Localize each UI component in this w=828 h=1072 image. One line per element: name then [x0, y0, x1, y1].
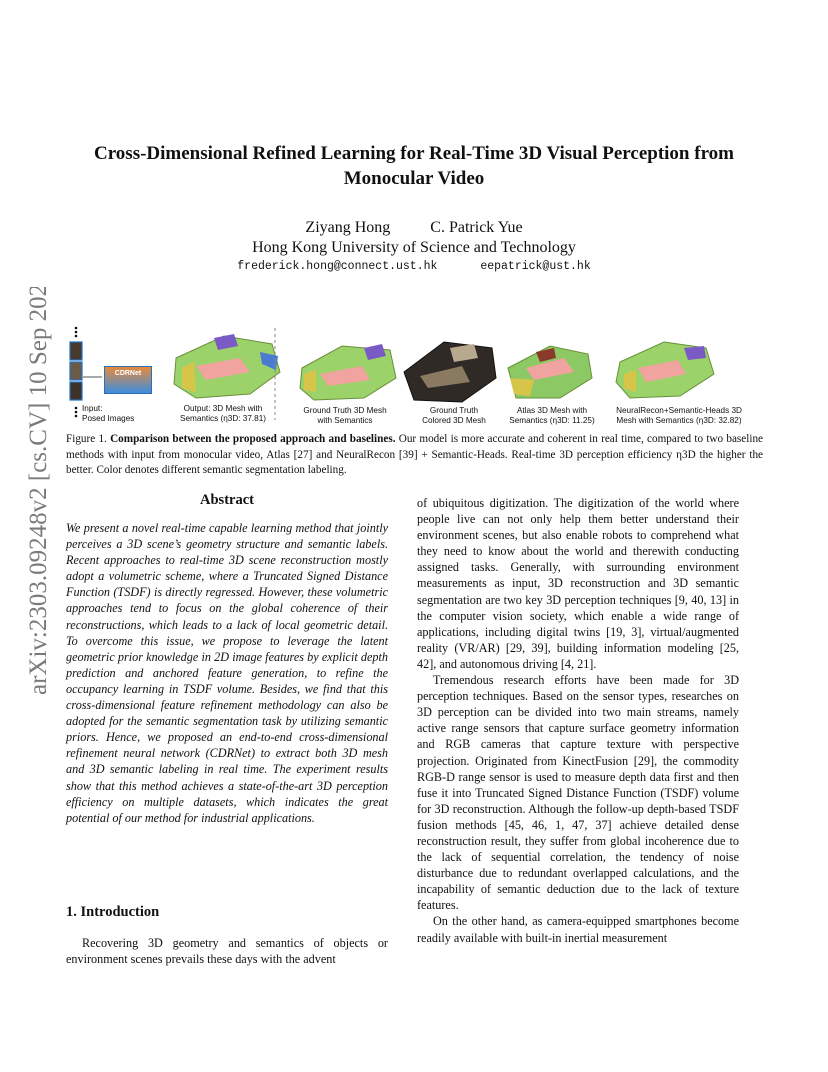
- label-atlas-line-1: Atlas 3D Mesh with: [516, 406, 588, 415]
- paper-title-line-1: Cross-Dimensional Refined Learning for Real-Time 3D Visual Perception from: [94, 143, 734, 164]
- abstract-heading: Abstract: [200, 492, 254, 508]
- intro-paragraph-2: Tremendous research efforts have been made for 3D perception techniques. Based on the sensor types, researches on 3D perception can be divided into two main streams, namely active range sensors that capture surface geometry information and RGB cameras that capture texture with perspective projection. Originated from KinectFusion [29], the commodity RGB-D range sensor is used to measure depth data first and then fuse it into Truncated Signed Distance Function (TSDF) volume for 3D reconstruction. Although the follow-up depth-based TSDF fusion methods [45, 46, 1, 47, 37] achieve detailed dense reconstruction result, they suffer from global incoherence due to the lack of sequential correlation, the tendency of noise disturbance due to redundant overlapped calculations, and the incapability of semantic deduction due to the lack of texture features.: [417, 673, 739, 913]
- introduction-heading: 1. Introduction: [66, 904, 160, 920]
- label-ground-truth-colored: [402, 406, 506, 426]
- label-neural-line-1: NeuralRecon+Semantic-Heads 3D: [616, 406, 742, 415]
- introduction-left-text: Recovering 3D geometry and semantics of objects or environment scenes prevails these days with the advent: [66, 936, 388, 967]
- ground-truth-colored-mesh: [404, 342, 496, 402]
- label-gt-sem-line-1: Ground Truth 3D Mesh: [303, 406, 387, 415]
- abstract-body: We present a novel real-time capable learning method that jointly perceives a 3D scene’s geometry structure and semantic labels. Recent approaches to real-time 3D scene reconstruction mostly adopt a volumetric scheme, where a Truncated Signed Distance Function (TSDF) is directly regressed. However, these volumetric approaches tend to focus on the global coherence of their reconstructions, which leads to a lack of local geometric detail. To overcome this issue, we propose to leverage the latent geometric prior knowledge in 2D image features by explicit depth prediction and anchored feature generation, to refine the occupancy learning in TSDF volume. Besides, we find that this cross-dimensional feature refinement methodology can also be adopted for the semantic segmentation task by utilizing semantic priors. Hence, we proposed an end-to-end cross-dimensional refinement neural network (CDRNet) to extract both 3D mesh and 3D semantic labeling in real time. The experiment results show that this method achieves a state-of-the-art 3D perception efficiency on multiple datasets, which indicates the great potential of our method for industrial applications.: [66, 521, 388, 825]
- introduction-right-column: [417, 495, 739, 946]
- ground-truth-semantic-mesh: [300, 344, 396, 400]
- label-gt-sem-line-2: with Semantics: [317, 416, 373, 425]
- intro-paragraph-1: of ubiquitous digitization. The digitization of the world where people live can not only help them better understand their environment scenes, but also enable robots to comprehend what they need to know about the world and therewith conducting assigned tasks. Generally, with surrounding environment measurements as input, 3D reconstruction and 3D semantic segmentation are two key 3D perception techniques [9, 40, 13] in the computer vision society, which enable a wide range of applications, including digital twins [19, 3], virtual/augmented reality (VR/AR) [29, 39], building information modeling [25, 42], and autonomous driving [4, 21].: [417, 496, 739, 671]
- caption-label: Figure 1.: [66, 433, 107, 445]
- label-gt-col-line-1: Ground Truth: [429, 406, 479, 415]
- author-2: C. Patrick Yue: [430, 219, 523, 236]
- author-1: Ziyang Hong: [305, 219, 391, 236]
- output-mesh: [174, 334, 280, 398]
- label-atlas-line-2: Semantics (η3D: 11.25): [509, 416, 595, 425]
- figure-1-caption: [66, 432, 763, 479]
- label-output-line-2: Semantics (η3D: 37.81): [179, 414, 266, 423]
- label-atlas: [500, 406, 604, 426]
- label-neural-line-2: Mesh with Semantics (η3D: 32.82): [616, 416, 742, 425]
- paper-title: [60, 141, 768, 191]
- label-ground-truth-semantics: [290, 406, 400, 426]
- caption-bold: Comparison between the proposed approach and baselines.: [110, 433, 396, 445]
- label-input: [82, 404, 142, 424]
- cdrnet-block: CDRNet: [104, 366, 152, 394]
- arxiv-identifier-text: arXiv:2303.09248v2 [cs.CV] 10 Sep 2023: [25, 287, 52, 695]
- caption-text: Our model is more accurate and coherent in real time, compared to two baseline methods with input from monocular video, Atlas [27] and NeuralRecon [39] + Semantic-Heads. Real-time 3D perception efficiency η3D the higher the better. Color denotes different semantic segmentation labeling.: [66, 433, 764, 476]
- neuralrecon-mesh: [616, 342, 714, 398]
- paper-title-line-2: Monocular Video: [343, 168, 485, 189]
- author-list: [60, 218, 768, 238]
- label-output-line-1: Output: 3D Mesh with: [183, 404, 263, 413]
- label-neuralrecon: [604, 406, 754, 426]
- figure-1: [64, 322, 754, 428]
- atlas-mesh: [508, 346, 592, 398]
- label-input-line-2: Posed Images: [82, 414, 135, 423]
- email-2[interactable]: eepatrick@ust.hk: [480, 260, 591, 273]
- affiliation: Hong Kong University of Science and Technology: [252, 239, 576, 256]
- label-gt-col-line-2: Colored 3D Mesh: [422, 416, 486, 425]
- arxiv-identifier: [22, 287, 54, 697]
- intro-paragraph-3: On the other hand, as camera-equipped smartphones become readily available with built-in inertial measurement: [417, 914, 739, 945]
- email-1[interactable]: frederick.hong@connect.ust.hk: [237, 260, 438, 273]
- label-output: [168, 404, 278, 424]
- email-list: [60, 260, 768, 273]
- arxiv-identifier-graphic: [22, 287, 54, 697]
- label-input-line-1: Input:: [82, 404, 103, 413]
